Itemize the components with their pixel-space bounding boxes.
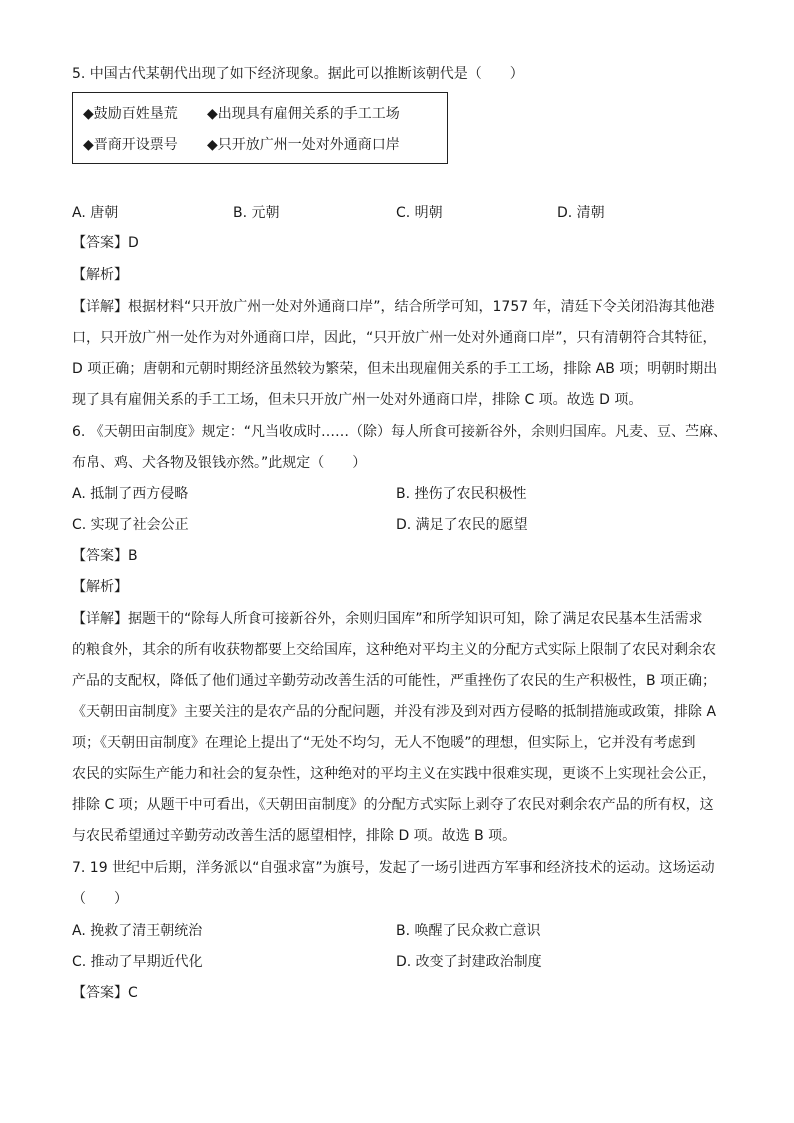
q6-stem-line-1: 6. 《天朝田亩制度》规定：“凡当收成时……（除）每人所食可接新谷外，余则归国库。凡麦、豆、苎麻、: [72, 424, 728, 440]
q6-answer: 【答案】B: [72, 548, 138, 564]
q6-option-b: B. 挫伤了农民积极性: [396, 486, 527, 502]
q6-detail-line-8: 与农民希望通过辛勤劳动改善生活的愿望相悖，排除 D 项。故选 B 项。: [72, 828, 517, 844]
q7-stem-line-2: （ ）: [72, 891, 128, 907]
q5-material-box: [72, 92, 448, 164]
q5-option-d: D. 清朝: [557, 205, 605, 221]
q5-answer: 【答案】D: [72, 235, 139, 251]
q5-option-a: A. 唐朝: [72, 205, 119, 221]
q7-stem-line-1: 7. 19 世纪中后期，洋务派以“自强求富”为旗号，发起了一场引进西方军事和经济技术的运动。这场运动: [72, 860, 715, 876]
q7-option-d: D. 改变了封建政治制度: [396, 954, 542, 970]
q6-detail-line-7: 排除 C 项；从题干中可看出，《天朝田亩制度》的分配方式实际上剥夺了农民对剩余农产品的所有权，这: [72, 797, 714, 813]
q7-option-c: C. 推动了早期近代化: [72, 954, 203, 970]
q5-option-b: B. 元朝: [233, 205, 280, 221]
q6-stem-line-2: 布帛、鸡、犬各物及银钱亦然。”此规定（ ）: [72, 455, 367, 471]
q6-detail-line-6: 农民的实际生产能力和社会的复杂性，这种绝对的平均主义在实践中很难实现，更谈不上实现社会公正，: [72, 766, 716, 782]
q6-detail-line-1: 【详解】据题干的“除每人所食可接新谷外，余则归国库”和所学知识可知，除了满足农民基本生活需求: [72, 611, 703, 627]
q7-option-a: A. 挽救了清王朝统治: [72, 923, 203, 939]
q7-answer: 【答案】C: [72, 985, 138, 1001]
q5-detail-line-3: D 项正确；唐朝和元朝时期经济虽然较为繁荣，但未出现雇佣关系的手工工场，排除 AB 项；明朝时期出: [72, 361, 718, 377]
q5-detail-line-4: 现了具有雇佣关系的手工工场，但未只开放广州一处对外通商口岸，排除 C 项。故选 D 项。: [72, 392, 643, 408]
q5-option-c: C. 明朝: [396, 205, 443, 221]
q7-option-b: B. 唤醒了民众救亡意识: [396, 923, 541, 939]
q5-box-item-4: ◆只开放广州一处对外通商口岸: [207, 137, 400, 153]
q6-detail-line-4: 《天朝田亩制度》主要关注的是农产品的分配问题，并没有涉及到对西方侵略的抵制措施或政策，排除 A: [72, 704, 717, 720]
q5-detail-line-1: 【详解】根据材料“只开放广州一处对外通商口岸”，结合所学可知，1757 年，清廷下令关闭沿海其他港: [72, 299, 715, 315]
q5-stem: 5. 中国古代某朝代出现了如下经济现象。据此可以推断该朝代是（ ）: [72, 66, 524, 82]
q5-analysis-label: 【解析】: [72, 267, 128, 283]
q5-box-item-3: ◆晋商开设票号: [83, 137, 178, 153]
q6-option-d: D. 满足了农民的愿望: [396, 517, 528, 533]
q5-box-item-1: ◆鼓励百姓垦荒: [83, 106, 178, 122]
q6-option-c: C. 实现了社会公正: [72, 517, 189, 533]
q6-detail-line-3: 产品的支配权，降低了他们通过辛勤劳动改善生活的可能性，严重挫伤了农民的生产积极性，B 项正确；: [72, 673, 717, 689]
q6-detail-line-5: 项；《天朝田亩制度》在理论上提出了“无处不均匀，无人不饱暖”的理想，但实际上，它并没有考虑到: [72, 735, 696, 751]
q6-detail-line-2: 的粮食外，其余的所有收获物都要上交给国库，这种绝对平均主义的分配方式实际上限制了农民对剩余农: [72, 642, 716, 658]
q5-detail-line-2: 口，只开放广州一处作为对外通商口岸，因此，“只开放广州一处对外通商口岸”，只有清朝符合其特征，: [72, 330, 717, 346]
q6-analysis-label: 【解析】: [72, 579, 128, 595]
q5-box-item-2: ◆出现具有雇佣关系的手工工场: [207, 106, 400, 122]
q6-option-a: A. 抵制了西方侵略: [72, 486, 189, 502]
